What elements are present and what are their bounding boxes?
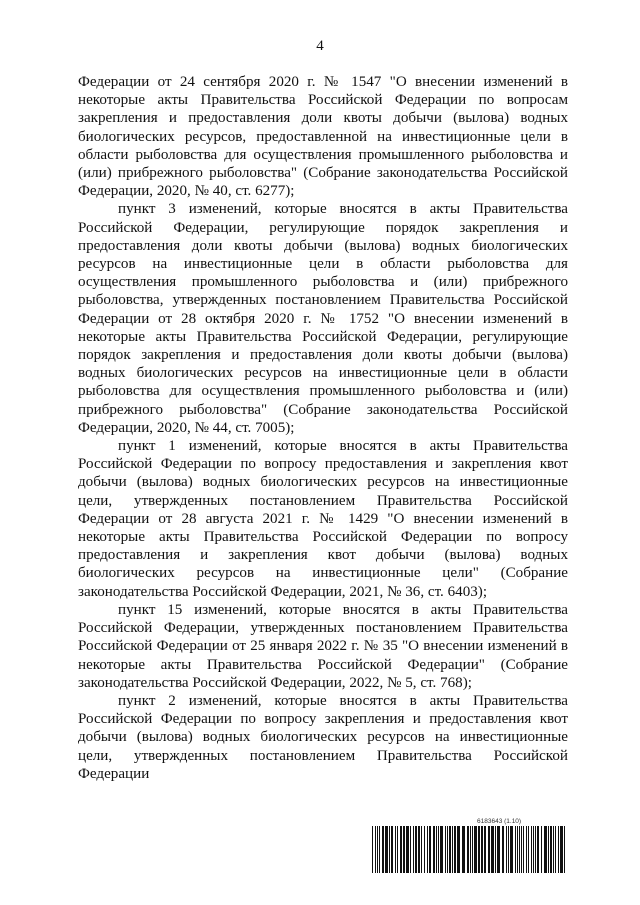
paragraph-1: Федерации от 24 сентября 2020 г. № 1547 "О внесении изменений в некоторые акты Правительства Российской Федерации по вопросам закрепления и предоставления доли квоты добычи (вылова) водных биологических ресурсов, предоставленной на инвестиционные цели в области рыболовства для осуществления промышленного рыболовства и (или) прибрежного рыболовства" (Собрание законодательства Российской Федерации, 2020, № 40, ст. 6277); — [78, 74, 568, 200]
document-code: 6183643 (1.10) — [477, 818, 522, 825]
barcode-bar — [495, 826, 496, 873]
paragraph-2: пункт 3 изменений, которые вносятся в акты Правительства Российской Федерации, регулирующие порядок закрепления и предоставления доли квоты добычи (вылова) водных биологических ресурсов на инвестиционные цели в области рыболовства для осуществления промышленного рыболовства и (или) прибрежного рыболовства, утвержденных постановлением Правительства Российской Федерации от 28 октября 2020 г. № 1752 "О внесении изменений в некоторые акты Правительства Российской Федерации, регулирующие порядок закрепления и предоставления доли квоты добычи (вылова) водных биологических ресурсов на инвестиционные цели в области рыболовства для осуществления промышленного рыболовства и (или) прибрежного рыболовства" (Собрание законодательства Российской Федерации, 2020, № 44, ст. 7005); — [78, 201, 568, 436]
barcode-bar — [515, 826, 516, 873]
barcode-bar — [457, 826, 460, 873]
paragraph-3: пункт 1 изменений, которые вносятся в акты Правительства Российской Федерации по вопросу предоставления и закрепления квот добычи (вылова) водных биологических ресурсов на инвестиционные цели, утвержденных постановлением Правительства Российской Федерации от 28 августа 2021 г. № 1429 "О внесении изменений в некоторые акты Правительства Российской Федерации по вопросу предоставления и закрепления квот добычи (вылова) водных биологических ресурсов на инвестиционные цели" (Собрание законодательства Российской Федерации, 2021, № 36, ст. 6403); — [78, 438, 568, 600]
barcode-bar — [391, 826, 393, 873]
barcode-bar — [508, 826, 509, 873]
barcode-bar — [481, 826, 483, 873]
barcode-bar — [462, 826, 465, 873]
barcode-bar — [395, 826, 396, 873]
barcode-bar — [413, 826, 414, 873]
barcode-bar — [424, 826, 425, 873]
barcode-bar — [403, 826, 405, 873]
barcode-bar — [433, 826, 435, 873]
barcode-bar — [470, 826, 471, 873]
barcode-bar — [488, 826, 490, 873]
barcode-bar — [564, 826, 565, 873]
barcode-bar — [502, 826, 504, 873]
barcode-bar — [519, 826, 520, 873]
barcode-bar — [436, 826, 437, 873]
barcode-bar — [491, 826, 494, 873]
barcode-bar — [377, 826, 378, 873]
barcode-bar — [375, 826, 376, 873]
barcode-bar — [544, 826, 547, 873]
barcode-bar — [415, 826, 417, 873]
barcode-bar — [510, 826, 513, 873]
barcode-bar — [541, 826, 542, 873]
barcode-bar — [533, 826, 534, 873]
barcode-bar — [449, 826, 451, 873]
barcode-bar — [400, 826, 402, 873]
barcode-bar — [429, 826, 431, 873]
barcode-bar — [555, 826, 556, 873]
barcode-bar — [537, 826, 539, 873]
barcode-bar — [553, 826, 554, 873]
barcode-bar — [550, 826, 552, 873]
paragraph-5: пункт 2 изменений, которые вносятся в акты Правительства Российской Федерации по вопросу закрепления и предоставления квот добычи (вылова) водных биологических ресурсов на инвестиционные цели, утвержденных постановлением Правительства Российской Федерации — [78, 692, 568, 782]
barcode-bar — [379, 826, 380, 873]
barcode-bar — [484, 826, 486, 873]
barcode-bar — [389, 826, 390, 873]
barcode-bar — [452, 826, 453, 873]
barcode-bar — [418, 826, 420, 873]
barcode-bar — [447, 826, 448, 873]
barcode-bar — [385, 826, 388, 873]
paragraph-4: пункт 15 изменений, которые вносятся в акты Правительства Российской Федерации, утвержденных постановлением Правительства Российской Федерации от 25 января 2022 г. № 35 "О внесении изменений в некоторые акты Правительства Российской Федерации" (Собрание законодательства Российской Федерации, 2022, № 5, ст. 768); — [78, 601, 568, 691]
barcode-bar — [478, 826, 480, 873]
barcode-bar — [467, 826, 469, 873]
barcode-bar — [531, 826, 532, 873]
barcode-bar — [497, 826, 500, 873]
barcode-bar — [526, 826, 527, 873]
barcode-bar — [406, 826, 409, 873]
barcode-bar — [560, 826, 563, 873]
barcode-bar — [445, 826, 446, 873]
barcode-bar — [440, 826, 443, 873]
barcode-bar — [382, 826, 384, 873]
barcode-bar — [427, 826, 428, 873]
barcode-bar — [528, 826, 529, 873]
barcode-bar — [472, 826, 473, 873]
barcode-bar — [421, 826, 422, 873]
barcode-bar — [523, 826, 524, 873]
barcode-bar — [506, 826, 507, 873]
barcode-bar — [454, 826, 456, 873]
barcode-bar — [548, 826, 549, 873]
barcode-bar — [438, 826, 439, 873]
page-number: 4 — [316, 38, 324, 54]
barcode-bar — [521, 826, 522, 873]
body-text — [78, 73, 568, 783]
barcode-icon — [372, 826, 568, 873]
barcode-bar — [397, 826, 398, 873]
barcode-bar — [474, 826, 477, 873]
barcode-bar — [558, 826, 559, 873]
barcode-bar — [372, 826, 373, 873]
barcode-bar — [410, 826, 411, 873]
barcode-bar — [535, 826, 536, 873]
barcode-bar — [517, 826, 518, 873]
